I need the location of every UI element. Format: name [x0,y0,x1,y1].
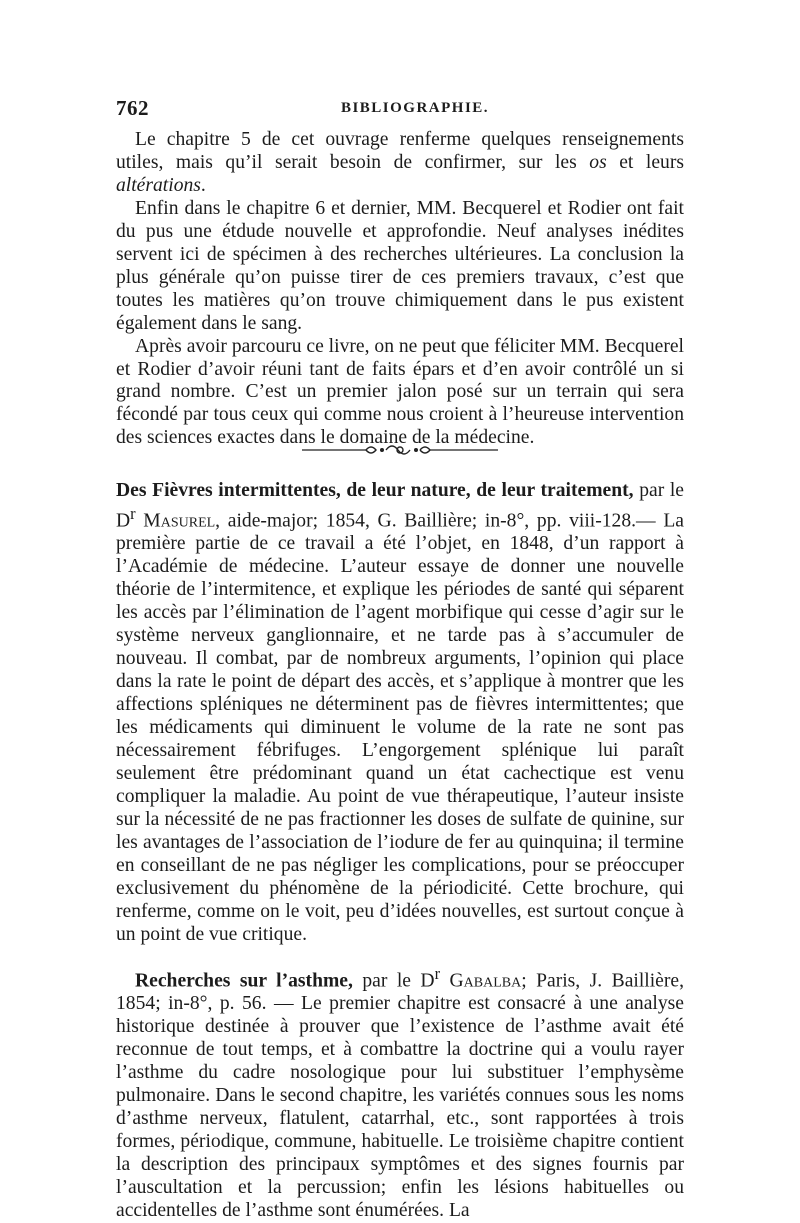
review-fievres-title: Des Fièvres intermittentes, de leur nature, de leur traitement, [116,480,634,501]
page-number: 762 [116,96,149,120]
paragraph-chapter6: Enfin dans le chapitre 6 et dernier, MM. Becquerel et Rodier ont fait du pus une étdude nouvelle et approfondie. Neuf analyses inédites servent ici de spécimen à des recherches ultérieures. La conclusion la plus générale qu’on puisse tirer de ces premiers travaux, c’est que toutes les matières qu’on trouve chimiquement dans le pus existent également dans le sang. [116,197,684,334]
review-asthme: Recherches sur l’asthme, par le $D^r$ Gabalba; Paris, J. Baillière, 1854; in-8°, p. 56. — Le premier chapitre est consacré à une analyse historique destinée à prouver que l’existence de l’asthme avait été reconnue de tout temps, et à combattre la doctrine qui a voulu rayer l’asthme du cadre nosologique pour lui substituer l’emphysème pulmonaire. Dans le second chapitre, les variétés connues sous les noms d’asthme nerveux, flatulent, catarrhal, etc., sont rapportées à trois formes, périodique, commune, habituelle. Le troisième chapitre contient la description des principaux symptômes et des signes fournis par l’auscultation et la percussion; enfin les lésions habituelles ou accidentelles de l’asthme sont énumérées. La [116,963,684,1221]
reviews-section [116,480,684,1223]
paragraph-chapter5: Le chapitre 5 de cet ouvrage renferme quelques renseignements utiles, mais qu’il serait besoin de confirmer, sur les os et leurs altérations. [116,129,684,196]
author-masurel: Masurel [143,510,216,532]
review-asthme-title: Recherches sur l’asthme, [135,970,353,992]
author-gabalba: Gabalba [449,970,522,992]
section-divider-ornament [300,440,500,460]
italic-os: os [589,151,607,173]
intro-section [116,129,684,450]
running-title: BIBLIOGRAPHIE. [340,100,490,116]
review-fievres: Des Fièvres intermittentes, de leur nature, de leur traitement, par le $D^r$ Masurel, aide-major; 1854, G. Baillière; in-8°, pp. viii-128.— La première partie de ce travail a été l’objet, en 1848, d’un rapport à l’Académie de médecine. L’auteur essaye de donner une nouvelle théorie de l’intermitence, et explique les périodes de santé qui séparent les accès par l’élimination de l’agent morbifique qui cesse d’agir sur le système nerveux ganglionnaire, et ne tarde pas à s’accumuler de nouveau. Il combat, par de nombreux arguments, l’opinion qui place dans la rate le point de départ des accès, et s’applique à montrer que les affections spléniques ne déterminent pas de fièvres intermittentes; que les médicaments qui diminuent le volume de la rate ne sont pas nécessairement fébrifuges. L’engorgement splénique lui paraît seulement être prédominant quand un état cachectique est venu compliquer la maladie. Au point de vue thérapeutique, l’auteur insiste sur la nécessité de ne pas fractionner les doses de sulfate de quinine, sur les avantages de l’association de l’iodure de fer au quinquina; il termine en conseillant de ne pas négliger les complications, pour se préoccuper exclusivement du phénomène de la périodicité. Cette brochure, qui renferme, comme on le voit, peu d’idées nouvelles, est surtout conçue à un point de vue critique. [116,480,684,945]
page-header [116,96,714,124]
italic-alterations: altérations [116,174,201,196]
paragraph-conclusion: Après avoir parcouru ce livre, on ne peut que féliciter MM. Becquerel et Rodier d’avoir réuni tant de faits épars et d’en avoir contrôlé un si grand nombre. C’est un premier jalon posé sur un terrain qui sera fécondé par tous ceux qui comme nous croient à l’heureuse intervention des sciences exactes dans le domaine de la médecine. [116,335,684,449]
